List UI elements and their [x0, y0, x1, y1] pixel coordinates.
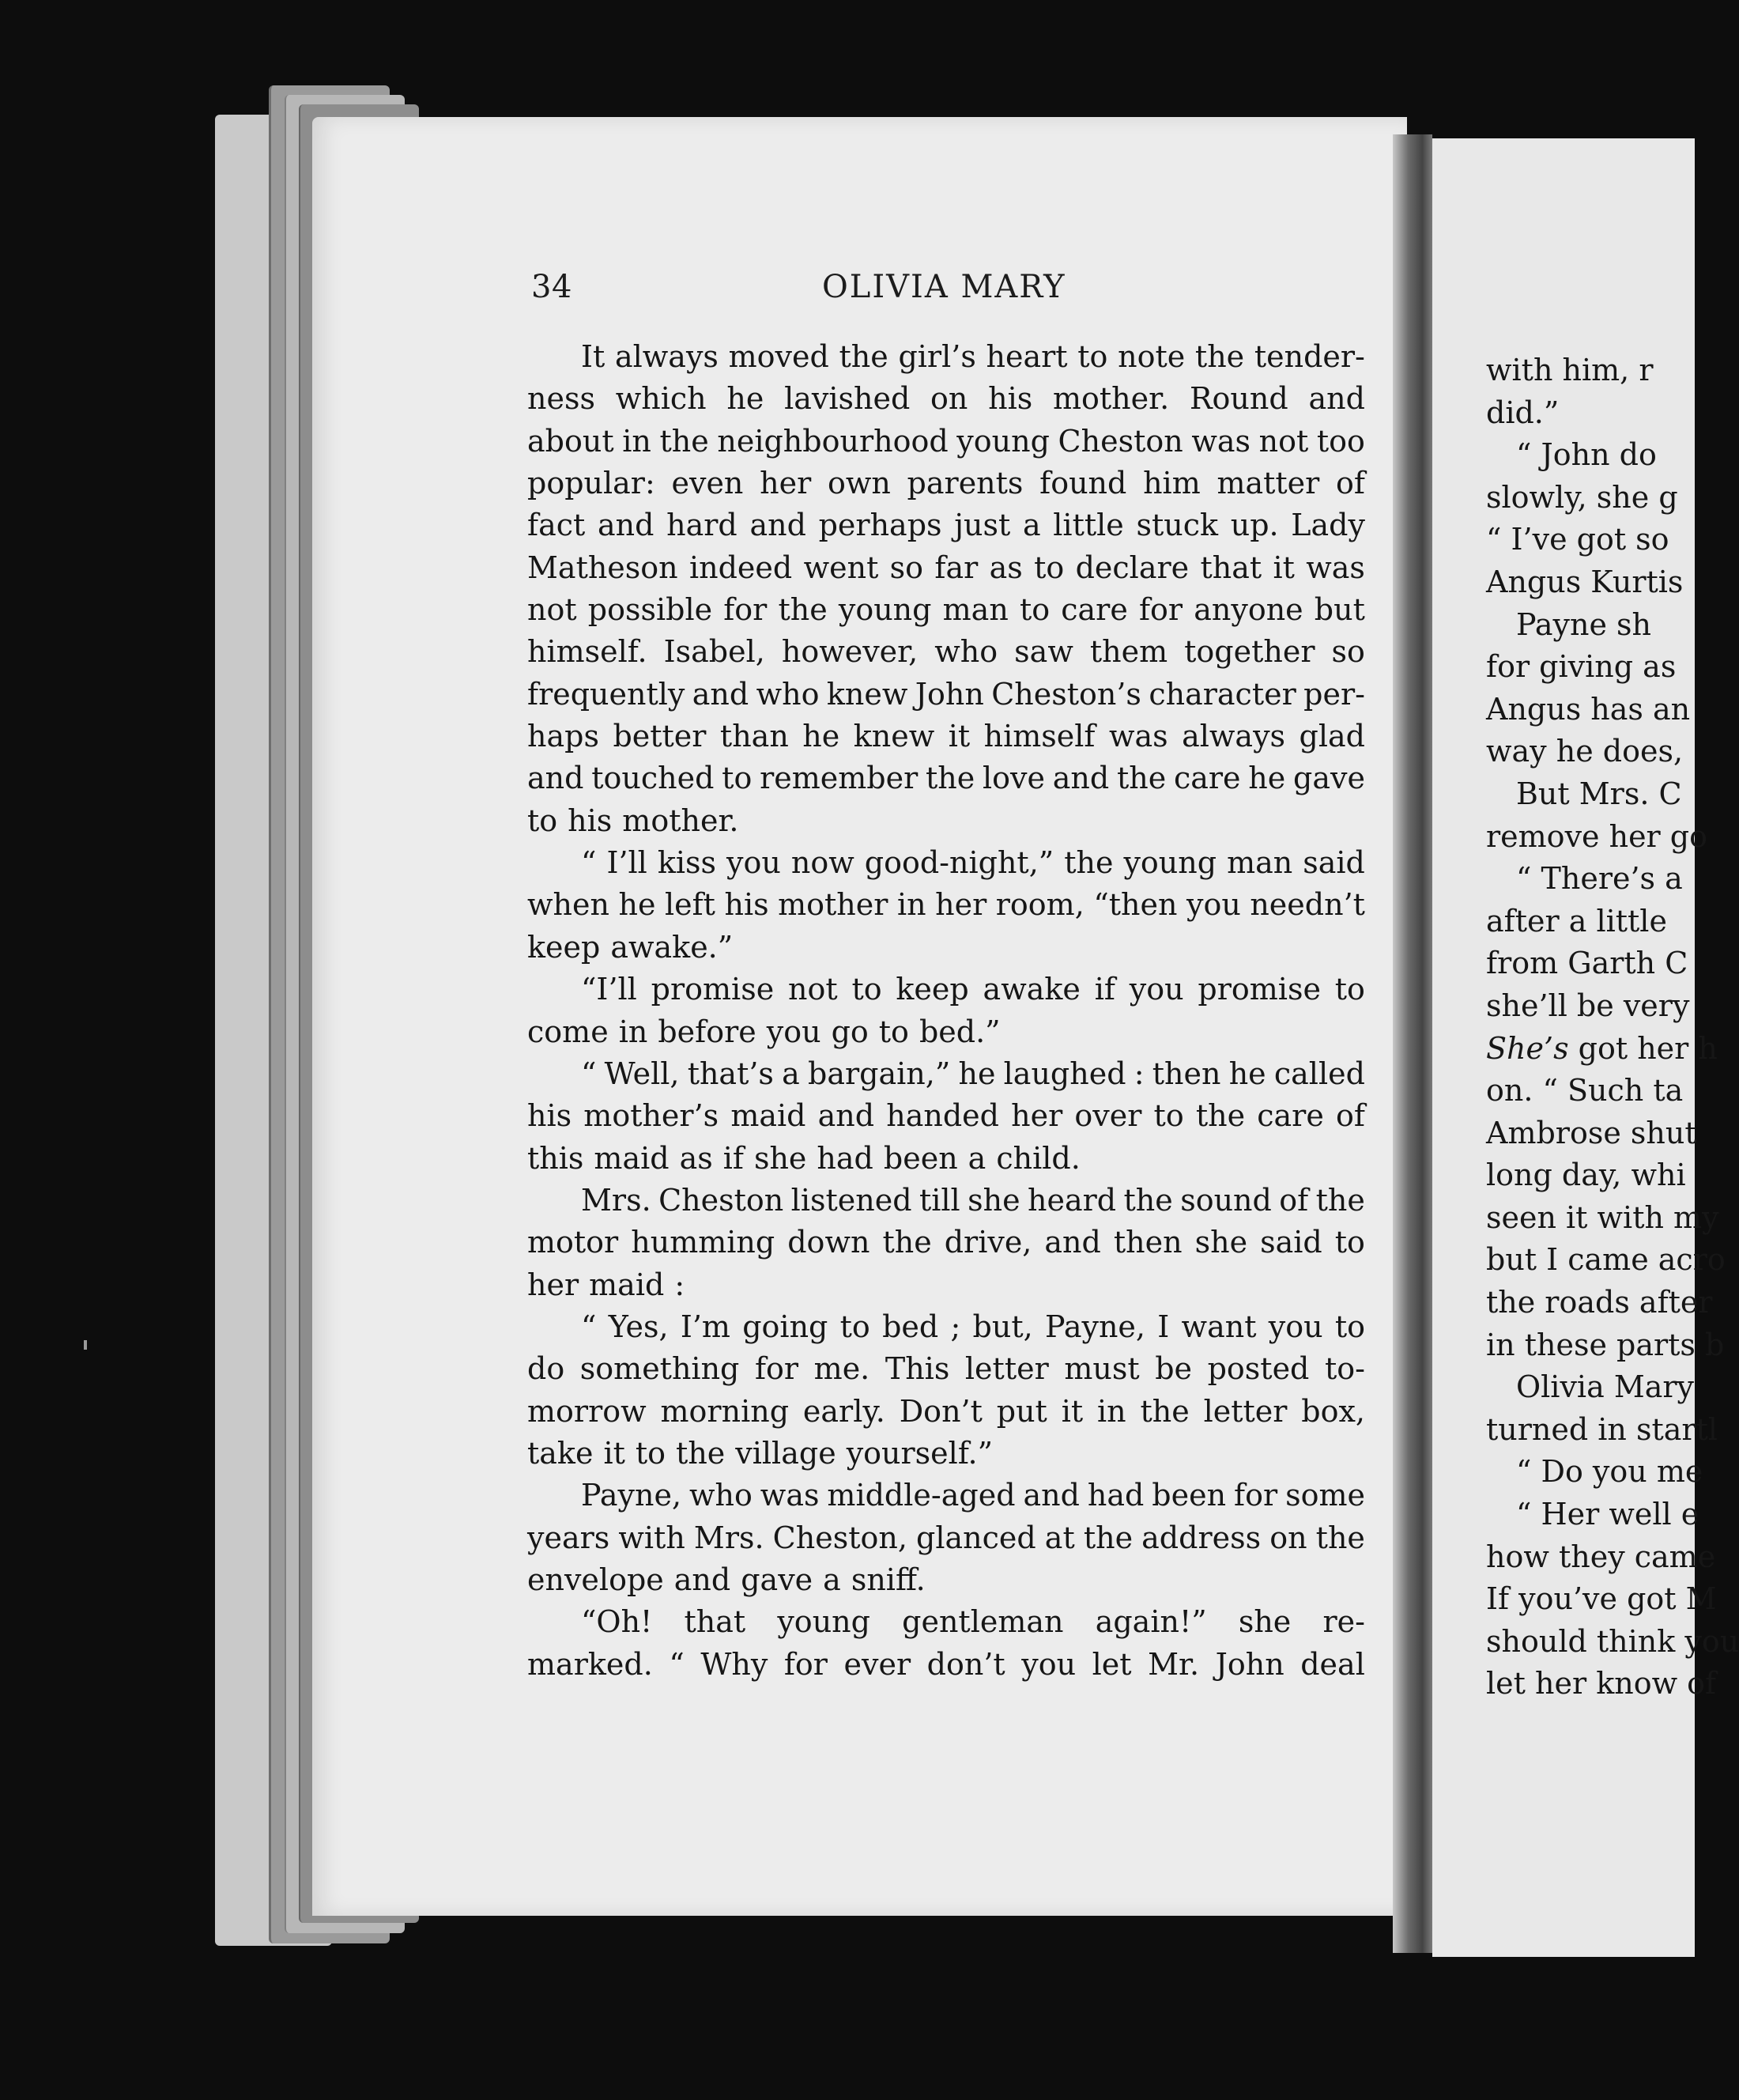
dust-speck: [84, 1340, 87, 1350]
text-line: how they came: [1486, 1539, 1716, 1574]
text-line: did.”: [1486, 395, 1560, 430]
text-line: Angus Kurtis: [1486, 564, 1684, 599]
text-line: Mrs. Cheston listened till she heard the sound of the: [581, 1182, 1365, 1218]
text-line: Payne sh: [1516, 606, 1651, 642]
text-line: but I came acro: [1486, 1242, 1726, 1278]
text-line: this maid as if she had been a child.: [527, 1140, 1081, 1176]
text-line: in these parts b: [1486, 1327, 1725, 1362]
text-line: long day, whi: [1486, 1158, 1686, 1193]
text-line: ness which he lavished on his mother. Round and: [527, 381, 1365, 417]
running-head: OLIVIA MARY: [822, 269, 1066, 305]
text-line: “ Do you me: [1516, 1454, 1703, 1490]
text-line: from Garth C: [1486, 946, 1688, 981]
text-line: for giving as: [1486, 649, 1677, 685]
text-line: Payne, who was middle-aged and had been for some: [581, 1478, 1365, 1513]
text-line: himself. Isabel, however, who saw them together so: [527, 634, 1365, 670]
text-line: “ Well, that’s a bargain,” he laughed : then he called: [581, 1056, 1365, 1091]
text-line: to his mother.: [527, 803, 739, 838]
text-line: the roads after: [1486, 1285, 1713, 1320]
text-line: with him, r: [1486, 353, 1654, 387]
text-line: If you’ve got M: [1486, 1581, 1717, 1617]
text-line: come in before you go to bed.”: [527, 1014, 1001, 1049]
text-line: “ There’s a: [1516, 861, 1683, 897]
text-line: “I’ll promise not to keep awake if you promise to: [581, 972, 1365, 1007]
text-line: years with Mrs. Cheston, glanced at the address on the: [527, 1520, 1365, 1555]
text-line: fact and hard and perhaps just a little stuck up. Lady: [527, 508, 1365, 543]
text-line: “ John do: [1516, 437, 1657, 473]
text-line: take it to the village yourself.”: [527, 1435, 994, 1471]
text-line: Angus has an: [1486, 691, 1691, 727]
text-line: about in the neighbourhood young Cheston was not too: [527, 423, 1365, 459]
text-line: It always moved the girl’s heart to note the tender-: [581, 339, 1365, 374]
text-line: “Oh! that young gentleman again!” she re-: [581, 1604, 1365, 1640]
text-line: envelope and gave a sniff.: [527, 1562, 926, 1597]
text-line: marked. “ Why for ever don’t you let Mr. John deal: [527, 1646, 1365, 1682]
text-line: way he does,: [1486, 734, 1684, 769]
text-line: motor humming down the drive, and then she said to: [527, 1225, 1365, 1260]
text-line: keep awake.”: [527, 929, 734, 965]
text-line: morrow morning early. Don’t put it in the letter box,: [527, 1393, 1365, 1429]
right-page-text: [1486, 349, 1739, 1705]
text-line: remove her go: [1486, 818, 1708, 854]
text-line: “ I’ve got so: [1486, 522, 1669, 557]
text-line: Ambrose shut: [1486, 1115, 1697, 1150]
book-gutter: [1393, 134, 1432, 1953]
text-line: popular: even her own parents found him matter of: [527, 466, 1365, 501]
page-number: 34: [531, 269, 572, 305]
text-line: when he left his mother in her room, “then you needn’t: [527, 887, 1365, 923]
text-line: should think you: [1486, 1623, 1739, 1659]
text-line: let her know of: [1486, 1666, 1717, 1702]
text-line: frequently and who knew John Cheston’s character per-: [527, 676, 1365, 712]
text-line: She’s got her h: [1486, 1030, 1718, 1066]
text-line: But Mrs. C: [1516, 776, 1682, 811]
text-line: after a little: [1486, 903, 1667, 939]
text-line: “ Her well e: [1516, 1497, 1699, 1532]
text-line: her maid :: [527, 1267, 685, 1302]
text-line: his mother’s maid and handed her over to the care of: [527, 1098, 1365, 1134]
left-page-text: [527, 336, 1365, 1686]
text-line: on. “ Such ta: [1486, 1073, 1684, 1109]
text-line: slowly, she g: [1486, 479, 1678, 515]
text-line: and touched to remember the love and the care he gave: [527, 761, 1365, 796]
text-line: haps better than he knew it himself was always glad: [527, 719, 1365, 754]
text-line: “ I’ll kiss you now good-night,” the young man said: [581, 845, 1365, 881]
text-line: she’ll be very: [1486, 988, 1690, 1023]
text-line: “ Yes, I’m going to bed ; but, Payne, I want you to: [581, 1309, 1365, 1344]
text-line: turned in startl: [1486, 1411, 1718, 1447]
text-line: not possible for the young man to care for anyone but: [527, 592, 1365, 628]
text-line: do something for me. This letter must be posted to-: [527, 1351, 1365, 1387]
text-line: Olivia Mary: [1516, 1369, 1695, 1405]
text-line: seen it with my: [1486, 1199, 1719, 1235]
text-line: Matheson indeed went so far as to declare that it was: [527, 550, 1365, 585]
